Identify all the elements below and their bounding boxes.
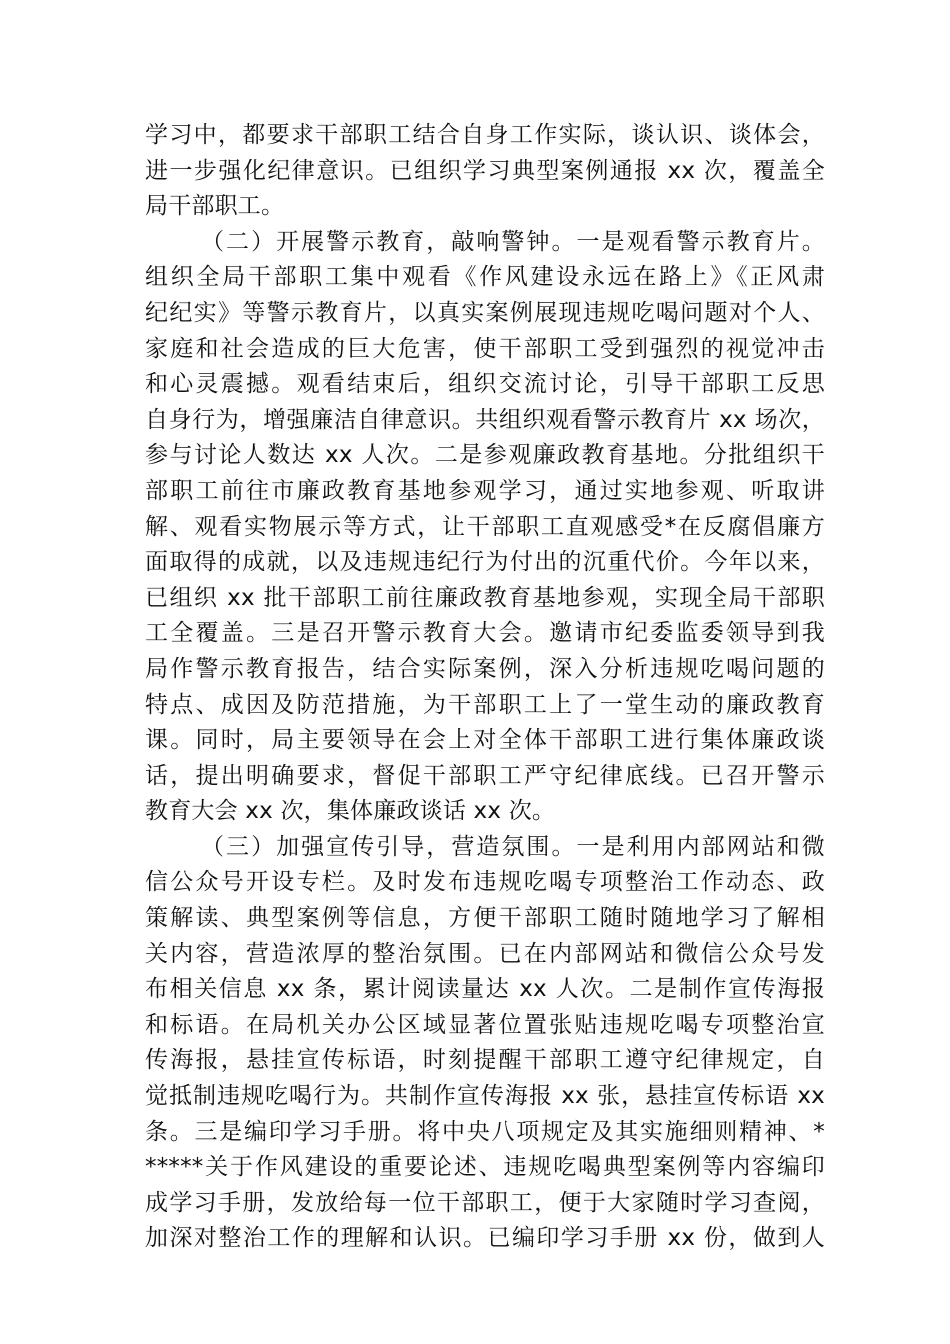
- text-line: 关内容，营造浓厚的整治氛围。已在内部网站和微信公众号发: [145, 940, 825, 967]
- text-line: 局干部职工。: [145, 193, 285, 220]
- text-line: 面取得的成就，以及违规违纪行为付出的沉重代价。今年以来，: [145, 549, 825, 576]
- text-line: 和标语。在局机关办公区域显著位置张贴违规吃喝专项整治宣: [145, 1011, 825, 1038]
- text-line: 话，提出明确要求，督促干部职工严守纪律底线。已召开警示: [145, 762, 825, 789]
- text-line: 局作警示教育报告，结合实际案例，深入分析违规吃喝问题的: [145, 655, 825, 682]
- text-line: 纪纪实》等警示教育片，以真实案例展现违规吃喝问题对个人、: [145, 299, 825, 326]
- text-line: 部职工前往市廉政教育基地参观学习，通过实地参观、听取讲: [145, 477, 825, 504]
- text-line: 信公众号开设专栏。及时发布违规吃喝专项整治工作动态、政: [145, 869, 825, 896]
- text-line: 解、观看实物展示等方式，让干部职工直观感受*在反腐倡廉方: [145, 513, 825, 540]
- text-line: 成学习手册，发放给每一位干部职工，便于大家随时学习查阅，: [145, 1189, 825, 1216]
- text-line: 自身行为，增强廉洁自律意识。共组织观看警示教育片 xx 场次，: [145, 406, 825, 433]
- text-line: 家庭和社会造成的巨大危害，使干部职工受到强烈的视觉冲击: [145, 335, 825, 362]
- text-line: 策解读、典型案例等信息，方便干部职工随时随地学习了解相: [145, 905, 825, 932]
- text-line: 觉抵制违规吃喝行为。共制作宣传海报 xx 张，悬挂宣传标语 xx: [145, 1083, 825, 1110]
- text-line: 布相关信息 xx 条，累计阅读量达 xx 人次。二是制作宣传海报: [145, 976, 825, 1003]
- text-line: 进一步强化纪律意识。已组织学习典型案例通报 xx 次，覆盖全: [145, 157, 825, 184]
- text-line: 课。同时，局主要领导在会上对全体干部职工进行集体廉政谈: [145, 727, 825, 754]
- text-line: *****关于作风建设的重要论述、违规吃喝典型案例等内容编印: [145, 1154, 825, 1181]
- text-line: 教育大会 xx 次，集体廉政谈话 xx 次。: [145, 798, 556, 825]
- text-line: （二）开展警示教育，敲响警钟。一是观看警示教育片。: [201, 228, 825, 255]
- text-line: 条。三是编印学习手册。将中央八项规定及其实施细则精神、*: [145, 1118, 825, 1145]
- text-line: 学习中，都要求干部职工结合自身工作实际，谈认识、谈体会，: [145, 122, 825, 148]
- text-line: 特点、成因及防范措施，为干部职工上了一堂生动的廉政教育: [145, 691, 825, 718]
- text-line: 参与讨论人数达 xx 人次。二是参观廉政教育基地。分批组织干: [145, 442, 825, 469]
- text-line: 加深对整治工作的理解和认识。已编印学习手册 xx 份，做到人: [145, 1225, 825, 1252]
- text-line: 和心灵震撼。观看结束后，组织交流讨论，引导干部职工反思: [145, 371, 825, 398]
- text-line: （三）加强宣传引导，营造氛围。一是利用内部网站和微: [201, 833, 825, 860]
- text-line: 已组织 xx 批干部职工前往廉政教育基地参观，实现全局干部职: [145, 584, 825, 611]
- text-line: 传海报，悬挂宣传标语，时刻提醒干部职工遵守纪律规定，自: [145, 1047, 825, 1074]
- text-line: 组织全局干部职工集中观看《作风建设永远在路上》《正风肃: [145, 264, 825, 291]
- text-line: 工全覆盖。三是召开警示教育大会。邀请市纪委监委领导到我: [145, 620, 825, 647]
- body-text: [145, 118, 825, 1257]
